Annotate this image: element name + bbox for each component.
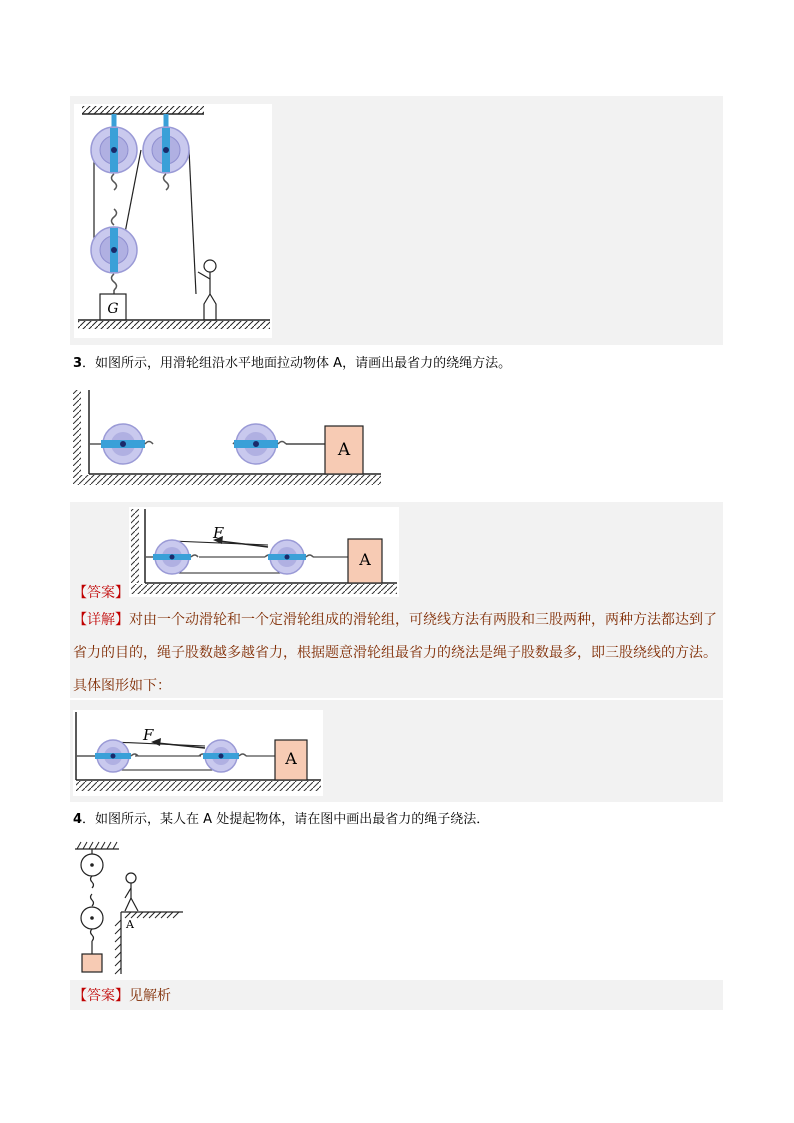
force-arrow [219, 541, 268, 547]
fixed-pulley-right [143, 114, 189, 190]
detail-3-figure [73, 710, 323, 796]
moving-pulley [265, 540, 313, 574]
answer-tag: 【答案】 [73, 585, 129, 601]
block-a-label: A [285, 749, 297, 768]
force-label: F [213, 524, 224, 542]
block-a-label: A [337, 440, 351, 460]
fixed-pulley [145, 540, 198, 574]
moving-pulley [233, 424, 286, 464]
ceiling-hatch [77, 842, 117, 849]
detail-line-1: 【详解】对由一个动滑轮和一个定滑轮组成的滑轮组，可绕线方法有两股和三股两种，两种方法都达到了 [73, 612, 717, 628]
detail-line-2: 省力的目的，绳子股数越多越省力，根据题意滑轮组最省力的绕法是绳子股数最多，即三股绕线的方法。 [73, 645, 717, 661]
moving-pulley [199, 740, 246, 772]
point-a-label: A [126, 918, 134, 931]
question-3 [73, 356, 511, 372]
floor-hatch [73, 475, 381, 485]
question-4-figure [73, 840, 185, 976]
load-box [82, 954, 102, 972]
detail-line-3: 具体图形如下： [73, 678, 171, 694]
pulley-system-figure-1 [74, 104, 272, 338]
question-3-figure [73, 388, 383, 491]
answer-3-tag-line [73, 584, 129, 602]
weight-label: G [107, 301, 119, 317]
question-text: ．如图所示，用滑轮组沿水平地面拉动物体 A，请画出最省力的绕绳方法。 [82, 356, 512, 371]
answer-3-figure [129, 507, 399, 597]
moving-pulley [91, 227, 137, 290]
detail-tag: 【详解】 [73, 612, 129, 628]
question-number: 4 [73, 812, 83, 827]
person-figure [125, 873, 138, 911]
question-number: 3 [73, 356, 83, 371]
platform-hatch [115, 912, 179, 974]
wall-hatch [73, 390, 81, 476]
rope [189, 150, 196, 294]
answer-4 [73, 987, 171, 1005]
block-a-label: A [359, 550, 371, 569]
answer-tag: 【答案】 [73, 988, 129, 1004]
force-label: F [143, 726, 154, 744]
question-text: ．如图所示，某人在 A 处提起物体，请在图中画出最省力的绳子绕法． [82, 812, 490, 827]
detail-3 [73, 604, 723, 703]
fixed-pulley-left [91, 114, 137, 190]
question-4 [73, 812, 489, 828]
answer-text: 见解析 [129, 988, 171, 1004]
fixed-pulley [76, 740, 138, 772]
fixed-pulley [89, 424, 153, 464]
ceiling-hatch [82, 106, 204, 114]
ground-hatch [78, 321, 270, 329]
person-figure [198, 260, 216, 320]
